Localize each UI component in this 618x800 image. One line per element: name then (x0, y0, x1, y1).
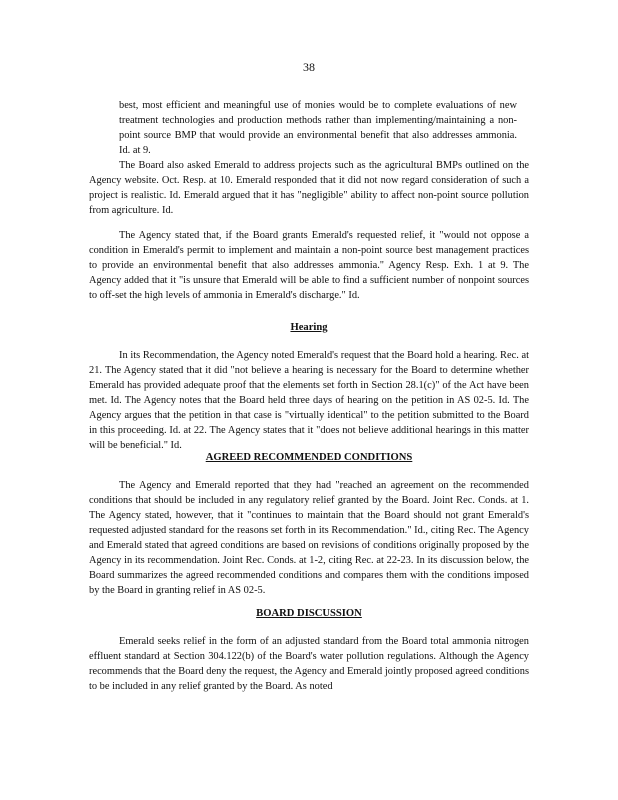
paragraph-board-asked: The Board also asked Emerald to address projects such as the agricultural BMPs outlined on the Agency website. Oct. Resp. at 10. Emerald responded that it did not now regard consideration of such a project is realistic. Id. Emerald argued that it has "negligible" ability to affect non-point source pollution from agriculture. Id. (89, 160, 529, 216)
heading-hearing: Hearing (290, 322, 328, 333)
paragraph-agency-stated: The Agency stated that, if the Board grants Emerald's requested relief, it "would not oppose a condition in Emerald's permit to implement and maintain a non-point source best management practices to provide an environmental benefit that also addresses ammonia." Agency Resp. Exh. 1 at 9. The Agency added that it "is unsure that Emerald will be able to find a sufficient number of nonpoint sources to off-set the high levels of ammonia in Emerald's discharge." Id. (89, 230, 529, 301)
block-quote: best, most efficient and meaningful use of monies would be to complete evaluations of new treatment technologies and production methods rather than implementing/maintaining a non-point source BMP that would provide an environmental benefit that also addresses ammonia. Id. at 9. (119, 100, 517, 156)
paragraph-hearing: In its Recommendation, the Agency noted Emerald's request that the Board hold a hearing. Rec. at 21. The Agency stated that it did "not believe a hearing is necessary for the Board to determine whether Emerald has provided adequate proof that the elements set forth in Section 28.1(c)" of the Act have been met. Id. The Agency notes that the Board held three days of hearing on the petition in AS 02-5. Id. The Agency argues that the petition in that case is "virtually identical" to the petition submitted to the Board in this proceeding. Id. at 22. The Agency states that it "does not believe additional hearings in this matter will be beneficial." Id. (89, 350, 529, 451)
heading-agreed-conditions: AGREED RECOMMENDED CONDITIONS (205, 452, 413, 463)
paragraph-agreed-conditions: The Agency and Emerald reported that they had "reached an agreement on the recommended conditions that should be included in any regulatory relief granted by the Board. Joint Rec. Conds. at 1. The Agency stated, however, that it "continues to maintain that the Board should not grant Emerald's requested adjusted standard for the reasons set forth in its Recommendation." Id., citing Rec. The Agency and Emerald stated that agreed conditions are based on revisions of conditions originally proposed by the Agency in its recommendation. Joint Rec. Conds. at 1-2, citing Rec. at 22-23. In its discussion below, the Board summarizes the agreed recommended conditions and compares them with the conditions imposed by the Board in granting relief in AS 02-5. (89, 480, 529, 596)
page-number: 38 (303, 60, 315, 74)
paragraph-board-discussion: Emerald seeks relief in the form of an adjusted standard from the Board total ammonia nitrogen effluent standard at Section 304.122(b) of the Board's water pollution regulations. Although the Agency recommends that the Board deny the request, the Agency and Emerald jointly proposed agreed conditions to be included in any relief granted by the Board. As noted (89, 636, 529, 692)
heading-board-discussion: BOARD DISCUSSION (256, 608, 362, 619)
